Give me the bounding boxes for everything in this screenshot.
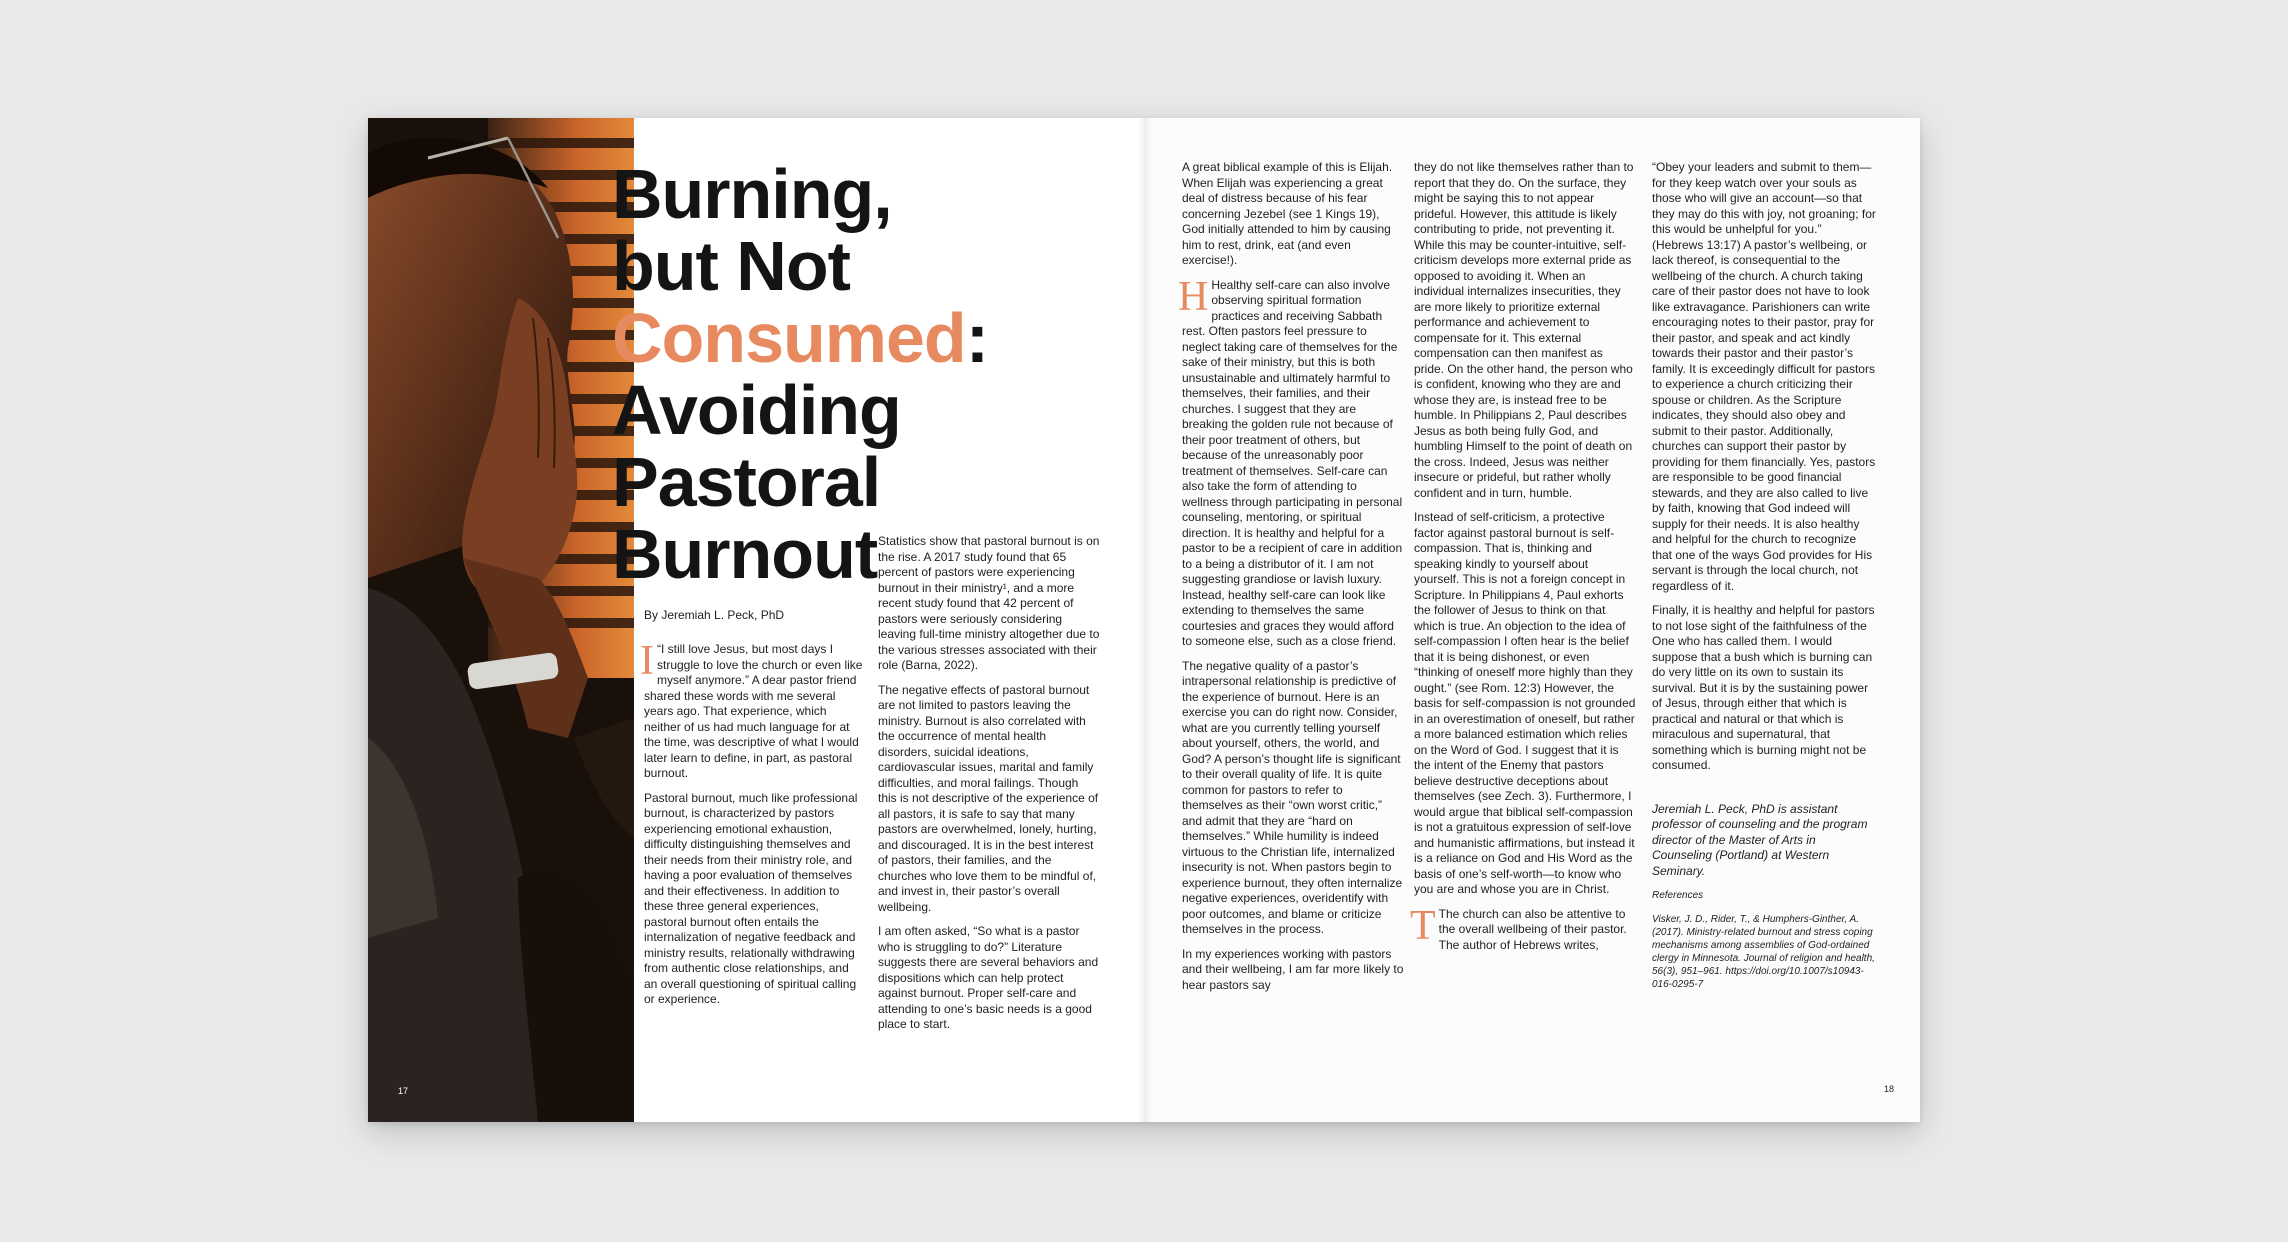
author-bio: Jeremiah L. Peck, PhD is assistant professor of counseling and the program director of the Master of Arts in Counseling (Portland) at Western Seminary.: [1652, 801, 1868, 878]
cover-photo: [368, 118, 634, 1122]
paragraph: Finally, it is healthy and helpful for pastors to not lose sight of the faithfulness of the One who has called them. I would suppose that a bush which is burning can do very little on its own to sustain its survival. But it is by the sustaining power of Jesus, through either that which is practical and natural or that which is miraculous and supernatural, that something which is burning might not be consumed.: [1652, 603, 1875, 772]
title-accent: Consumed: [612, 299, 966, 377]
title-line: [612, 299, 989, 377]
reference-entry: Visker, J. D., Rider, T., & Humphers-Ginther, A. (2017). Ministry-related burnout and stress coping mechanisms among assemblies of God-ordained clergy in Minnesota. Journal of religion and health, 56(3), 951–961. https://doi.org/10.1007/s10943-016-0295-7: [1652, 913, 1875, 990]
man-photo-illustration: [368, 118, 634, 1122]
paragraph: The negative quality of a pastor’s intrapersonal relationship is predictive of the experience of burnout. Here is an exercise you can do right now. Consider, what are you currently telling yourself about yourself, others, the world, and God? A person’s thought life is significant to their overall quality of life. It is quite common for pastors to refer to themselves as their “own worst critic,” and admit that they are “hard on themselves.” While humility is indeed virtuous to the Christian life, internalized insecurity is not. When pastors begin to experience burnout, they often internalize negative experiences, overidentify with poor outcomes, and blame or criticize themselves in the process.: [1182, 658, 1403, 936]
magazine-spread: [368, 118, 1920, 1122]
drop-cap: I: [640, 638, 654, 684]
paragraph: Statistics show that pastoral burnout is on the rise. A 2017 study found that 65 percent of pastors were experiencing burnout in their ministry¹, and a more recent study found that 42 percent of pastors were seriously considering leaving full-time ministry altogether due to the various stresses associated with their role (Barna, 2022).: [878, 534, 1100, 672]
page-number-right: 18: [1884, 1084, 1895, 1094]
paragraph: Instead of self-criticism, a protective factor against pastoral burnout is self-compassion. That is, thinking and speaking kindly to yourself about yourself. This is not a foreign concept in Scripture. In Philippians 4, Paul exhorts the follower of Jesus to think on that which is true. An objection to the idea of self-compassion I often hear is the belief that it is being dishonest, or even “thinking of oneself more highly than they ought.” (see Rom. 12:3) However, the basis for self-compassion is not grounded in an overestimation of oneself, but rather a more balanced estimation which relies on the Word of God. I suggest that it is the intent of the Enemy that pastors believe destructive deceptions about themselves (see Zech. 3). Furthermore, I would argue that biblical self-compassion is not a gratuitous expression of self-love and humanistic affirmations, but instead it is a reliance on God and His Word as the basis of one’s self-worth—to know who you are and whose you are in Christ.: [1414, 510, 1636, 896]
title-line: Burning,: [612, 155, 892, 233]
left-page: [368, 118, 1144, 1122]
paragraph: In my experiences working with pastors and their wellbeing, I am far more likely to hear pastors say: [1182, 946, 1404, 992]
title-line: Pastoral: [612, 443, 881, 521]
drop-cap: H: [1178, 273, 1209, 320]
article-title: [612, 155, 989, 593]
paragraph: The negative effects of pastoral burnout are not limited to pastors leaving the ministry. Burnout is also correlated with the occurrence of mental health disorders, suicidal ideations, cardiovascular issues, marital and family difficulties, and moral failings. Though this is not descriptive of the experience of all pastors, it is safe to say that many pastors are overwhelmed, lonely, hurting, and discouraged. It is in the best interest of pastors, their families, and the churches who love them to be mindful of, and invest in, their pastor’s overall wellbeing.: [878, 682, 1099, 914]
paragraph: I “I still love Jesus, but most days I struggle to love the church or even like myself anymore.” A dear pastor friend shared these words with me several years ago. That experience, which neither of us had much language for at the time, was descriptive of what I would later learn to define, in part, as pastoral burnout.: [640, 638, 863, 780]
paragraph: I am often asked, “So what is a pastor who is struggling to do?” Literature suggests there are several behaviors and dispositions which can help protect against burnout. Proper self-care and attending to one’s basic needs is a good place to start.: [878, 924, 1099, 1031]
references-heading: References: [1652, 890, 1704, 901]
paragraph: A great biblical example of this is Elijah. When Elijah was experiencing a great deal of distress because of his fear concerning Jezebel (see 1 Kings 19), God initially attended to him by causing him to rest, drink, eat (and even exercise!).: [1182, 160, 1393, 267]
page-number-left: 17: [398, 1086, 409, 1096]
paragraph: “Obey your leaders and submit to them—for they keep watch over your souls as those who will give an account—so that they may do this with joy, not groaning; for this would be unhelpful for you.” (Hebrews 13:17) A pastor’s wellbeing, or lack thereof, is consequential to the wellbeing of the church. A church taking care of their pastor does not have to look like extravagance. Parishioners can write encouraging notes to their pastor, pray for their pastor, and speak and act kindly towards their pastor and their pastor’s family. It is exceedingly difficult for pastors to experience a church criticizing their spouse or children. As the Scripture indicates, they should also obey and submit to their pastor. Additionally, churches can support their pastor by providing for them financially. Yes, pastors are responsible to be good financial stewards, and they are also called to live by faith, knowing that God indeed will supply for their needs. It is also healthy and helpful for the church to recognize that one of the ways God provides for His servant is through the local church, not regardless of it.: [1652, 160, 1876, 593]
column-2: [878, 534, 1100, 1042]
column-4: [1410, 160, 1636, 962]
paragraph: H Healthy self-care can also involve observing spiritual formation practices and receiving Sabbath rest. Often pastors feel pressure to neglect taking care of themselves for the sake of their ministry, but this is both unsustainable and ultimately harmful to themselves, their families, and their churches. I suggest that they are breaking the golden rule not because of their poor treatment of others, but because of the unreasonably poor treatment of themselves. Self-care can also take the form of attending to wellness through participating in personal counseling, mentoring, or spiritual direction. It is healthy and helpful for a pastor to be a recipient of care in addition to a being a distributor of it. I am not suggesting grandiose or lavish luxury. Instead, healthy self-care can look like extending to themselves the same courtesies and graces they would afford to someone else, such as a close friend.: [1178, 273, 1403, 648]
paragraph: they do not like themselves rather than to report that they do. On the surface, they might be saying this to not appear prideful. However, this attitude is likely contributing to pride, not preventing it. While this may be counter-intuitive, self-criticism develops more external pride as opposed to avoiding it. When an individual internalizes insecurities, they are more likely to prioritize external performance and achievement to compensate for it. This external compensation can then manifest as pride. On the other hand, the person who is confident, knowing who they are and whose they are, is instead free to be humble. In Philippians 2, Paul describes Jesus as both being fully God, and humbling Himself to the point of death on the cross. Indeed, Jesus was neither insecure or prideful, but rather wholly confident and in turn, humble.: [1414, 160, 1634, 500]
title-line: but Not: [612, 227, 850, 305]
paragraph: Pastoral burnout, much like professional burnout, is characterized by pastors experiencing emotional exhaustion, difficulty distinguishing themselves and their needs from their ministry role, and having a poor evaluation of themselves and their effectiveness. In addition to these three general experiences, pastoral burnout often entails the internalization of negative feedback and ministry results, relationally withdrawing from authentic close relationships, and an overall questioning of spiritual calling or experience.: [644, 790, 858, 1006]
spine-gutter: [1138, 118, 1152, 1122]
drop-cap: T: [1410, 902, 1436, 949]
byline: By Jeremiah L. Peck, PhD: [644, 608, 785, 622]
column-3: [1178, 160, 1404, 1002]
column-5: [1652, 160, 1876, 1000]
column-1: [640, 638, 864, 1017]
paragraph: T The church can also be attentive to the overall wellbeing of their pastor. The author of Hebrews writes,: [1410, 902, 1627, 952]
title-line: Avoiding: [612, 371, 901, 449]
title-line: Burnout: [612, 515, 878, 593]
title-colon: :: [965, 299, 989, 377]
right-page: [1144, 118, 1920, 1122]
